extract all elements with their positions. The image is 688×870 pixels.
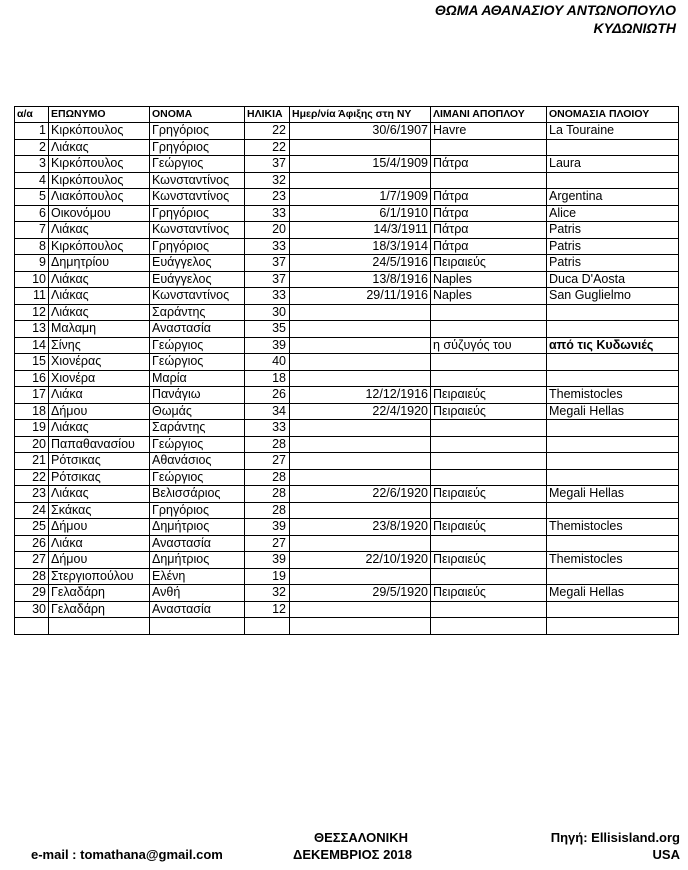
cell-arrival-date — [290, 370, 431, 387]
cell-arrival-date: 6/1/1910 — [290, 205, 431, 222]
cell-ship: La Touraine — [547, 123, 679, 140]
cell-index: 24 — [15, 502, 49, 519]
cell-name: Πανάγιω — [150, 387, 245, 404]
cell-name: Γεώργιος — [150, 436, 245, 453]
cell-age: 37 — [245, 156, 290, 173]
cell-surname: Χιονέρα — [49, 370, 150, 387]
cell-name: Σαράντης — [150, 420, 245, 437]
cell-port — [431, 420, 547, 437]
cell-name: Γρηγόριος — [150, 502, 245, 519]
cell-name: Γρηγόριος — [150, 205, 245, 222]
cell-name: Γρηγόριος — [150, 238, 245, 255]
cell-ship: Themistocles — [547, 387, 679, 404]
cell-ship: Argentina — [547, 189, 679, 206]
cell-name: Βελισσάριος — [150, 486, 245, 503]
cell-arrival-date — [290, 436, 431, 453]
cell-arrival-date: 1/7/1909 — [290, 189, 431, 206]
cell-surname: Κιρκόπουλος — [49, 156, 150, 173]
cell-port — [431, 568, 547, 585]
cell-arrival-date — [290, 502, 431, 519]
table-row — [15, 585, 679, 602]
cell-index: 8 — [15, 238, 49, 255]
cell-age: 27 — [245, 535, 290, 552]
cell-surname: Γελαδάρη — [49, 585, 150, 602]
cell-ship — [547, 321, 679, 338]
cell-arrival-date: 22/10/1920 — [290, 552, 431, 569]
document-title: ΘΩΜΑ ΑΘΑΝΑΣΙΟΥ ΑΝΤΩΝΟΠΟΥΛΟ — [434, 2, 676, 18]
cell-name: Γρηγόριος — [150, 139, 245, 156]
cell-age: 28 — [245, 469, 290, 486]
cell-ship: Patris — [547, 255, 679, 272]
cell-index: 7 — [15, 222, 49, 239]
footer-country: USA — [652, 847, 680, 862]
cell-surname: Λιάκας — [49, 271, 150, 288]
cell-port: Πειραιεύς — [431, 403, 547, 420]
cell-arrival-date: 18/3/1914 — [290, 238, 431, 255]
cell-surname: Γελαδάρη — [49, 601, 150, 618]
empty-cell — [431, 618, 547, 635]
table-row — [15, 304, 679, 321]
cell-port: Naples — [431, 288, 547, 305]
table-row — [15, 552, 679, 569]
immigrant-register-table — [14, 106, 679, 635]
cell-port: Πάτρα — [431, 205, 547, 222]
col-header-surname: ΕΠΩΝΥΜΟ — [49, 107, 150, 123]
cell-arrival-date: 23/8/1920 — [290, 519, 431, 536]
cell-ship: Patris — [547, 222, 679, 239]
table-row — [15, 321, 679, 338]
table-row — [15, 420, 679, 437]
cell-port: Havre — [431, 123, 547, 140]
cell-surname: Κιρκόπουλος — [49, 123, 150, 140]
cell-age: 23 — [245, 189, 290, 206]
cell-port — [431, 601, 547, 618]
cell-ship: από τις Κυδωνιές — [547, 337, 679, 354]
cell-ship: Duca D'Aosta — [547, 271, 679, 288]
footer-source: Πηγή: Ellisisland.org — [550, 830, 680, 845]
table-row — [15, 387, 679, 404]
cell-index: 22 — [15, 469, 49, 486]
empty-cell — [150, 618, 245, 635]
table-row — [15, 403, 679, 420]
cell-index: 9 — [15, 255, 49, 272]
cell-port — [431, 453, 547, 470]
cell-index: 1 — [15, 123, 49, 140]
cell-port — [431, 535, 547, 552]
cell-index: 18 — [15, 403, 49, 420]
cell-ship: San Guglielmo — [547, 288, 679, 305]
cell-port: Πειραιεύς — [431, 519, 547, 536]
cell-arrival-date: 29/11/1916 — [290, 288, 431, 305]
col-header-ship: ΟΝΟΜΑΣΙΑ ΠΛΟΙΟΥ — [547, 107, 679, 123]
cell-surname: Οικονόμου — [49, 205, 150, 222]
cell-port — [431, 436, 547, 453]
col-header-name: ΟΝΟΜΑ — [150, 107, 245, 123]
cell-name: Αναστασία — [150, 601, 245, 618]
cell-index: 17 — [15, 387, 49, 404]
table-row — [15, 255, 679, 272]
cell-age: 35 — [245, 321, 290, 338]
cell-index: 23 — [15, 486, 49, 503]
cell-arrival-date — [290, 469, 431, 486]
cell-arrival-date — [290, 139, 431, 156]
cell-ship: Themistocles — [547, 552, 679, 569]
cell-index: 13 — [15, 321, 49, 338]
table-row — [15, 205, 679, 222]
cell-name: Αθανάσιος — [150, 453, 245, 470]
cell-surname: Λιακόπουλος — [49, 189, 150, 206]
cell-ship — [547, 535, 679, 552]
cell-arrival-date: 24/5/1916 — [290, 255, 431, 272]
cell-index: 21 — [15, 453, 49, 470]
cell-age: 33 — [245, 288, 290, 305]
cell-surname: Λιάκας — [49, 222, 150, 239]
cell-ship: Themistocles — [547, 519, 679, 536]
cell-index: 6 — [15, 205, 49, 222]
cell-age: 40 — [245, 354, 290, 371]
cell-surname: Λιάκα — [49, 535, 150, 552]
cell-port — [431, 354, 547, 371]
cell-age: 26 — [245, 387, 290, 404]
table-header-row — [15, 107, 679, 123]
cell-arrival-date: 30/6/1907 — [290, 123, 431, 140]
cell-name: Ευάγγελος — [150, 271, 245, 288]
cell-port: Πειραιεύς — [431, 486, 547, 503]
table-row — [15, 156, 679, 173]
cell-arrival-date — [290, 321, 431, 338]
cell-port — [431, 172, 547, 189]
cell-arrival-date — [290, 337, 431, 354]
cell-index: 19 — [15, 420, 49, 437]
cell-surname: Κιρκόπουλος — [49, 172, 150, 189]
cell-index: 20 — [15, 436, 49, 453]
cell-surname: Ρότσικας — [49, 469, 150, 486]
cell-surname: Λιάκας — [49, 486, 150, 503]
cell-age: 18 — [245, 370, 290, 387]
cell-port — [431, 502, 547, 519]
cell-arrival-date: 12/12/1916 — [290, 387, 431, 404]
cell-name: Μαρία — [150, 370, 245, 387]
cell-surname: Λιάκας — [49, 420, 150, 437]
cell-name: Κωνσταντίνος — [150, 288, 245, 305]
document-subtitle: ΚΥΔΩΝΙΩΤΗ — [593, 20, 676, 36]
cell-age: 37 — [245, 271, 290, 288]
cell-ship — [547, 304, 679, 321]
cell-age: 12 — [245, 601, 290, 618]
cell-arrival-date — [290, 568, 431, 585]
cell-age: 27 — [245, 453, 290, 470]
cell-index: 26 — [15, 535, 49, 552]
cell-ship — [547, 601, 679, 618]
cell-ship: Megali Hellas — [547, 486, 679, 503]
cell-arrival-date: 13/8/1916 — [290, 271, 431, 288]
cell-surname: Χιονέρας — [49, 354, 150, 371]
cell-surname: Ρότσικας — [49, 453, 150, 470]
cell-name: Γρηγόριος — [150, 123, 245, 140]
cell-name: Κωνσταντίνος — [150, 189, 245, 206]
table-row — [15, 436, 679, 453]
cell-arrival-date: 22/4/1920 — [290, 403, 431, 420]
cell-age: 33 — [245, 238, 290, 255]
table-row — [15, 354, 679, 371]
cell-age: 34 — [245, 403, 290, 420]
cell-arrival-date — [290, 535, 431, 552]
cell-arrival-date: 22/6/1920 — [290, 486, 431, 503]
table-row — [15, 370, 679, 387]
col-header-port: ΛΙΜΑΝΙ ΑΠΟΠΛΟΥ — [431, 107, 547, 123]
cell-surname: Λιάκας — [49, 288, 150, 305]
cell-ship — [547, 420, 679, 437]
empty-cell — [547, 618, 679, 635]
cell-arrival-date — [290, 304, 431, 321]
table-row — [15, 172, 679, 189]
cell-name: Θωμάς — [150, 403, 245, 420]
footer-date: ΔΕΚΕΜΒΡΙΟΣ 2018 — [293, 847, 413, 862]
cell-surname: Σίνης — [49, 337, 150, 354]
cell-ship — [547, 453, 679, 470]
table-row — [15, 123, 679, 140]
table-row — [15, 139, 679, 156]
cell-ship: Patris — [547, 238, 679, 255]
cell-name: Αναστασία — [150, 321, 245, 338]
cell-ship — [547, 469, 679, 486]
cell-surname: Παπαθανασίου — [49, 436, 150, 453]
cell-port — [431, 469, 547, 486]
empty-cell — [15, 618, 49, 635]
cell-index: 10 — [15, 271, 49, 288]
cell-port — [431, 139, 547, 156]
empty-cell — [290, 618, 431, 635]
cell-name: Κωνσταντίνος — [150, 172, 245, 189]
cell-port — [431, 321, 547, 338]
cell-surname: Λιάκα — [49, 387, 150, 404]
table-row — [15, 486, 679, 503]
cell-arrival-date — [290, 420, 431, 437]
cell-age: 39 — [245, 552, 290, 569]
table-row — [15, 519, 679, 536]
cell-index: 29 — [15, 585, 49, 602]
cell-arrival-date: 14/3/1911 — [290, 222, 431, 239]
cell-surname: Λιάκας — [49, 139, 150, 156]
cell-age: 39 — [245, 519, 290, 536]
cell-ship — [547, 502, 679, 519]
cell-name: Γεώργιος — [150, 469, 245, 486]
table-row — [15, 568, 679, 585]
cell-name: Σαράντης — [150, 304, 245, 321]
cell-ship — [547, 436, 679, 453]
cell-surname: Μαλαμη — [49, 321, 150, 338]
cell-age: 28 — [245, 502, 290, 519]
table-row — [15, 288, 679, 305]
cell-index: 27 — [15, 552, 49, 569]
cell-index: 5 — [15, 189, 49, 206]
cell-arrival-date — [290, 453, 431, 470]
cell-index: 4 — [15, 172, 49, 189]
cell-index: 14 — [15, 337, 49, 354]
cell-name: Γεώργιος — [150, 354, 245, 371]
cell-name: Γεώργιος — [150, 156, 245, 173]
cell-age: 39 — [245, 337, 290, 354]
table-row-empty — [15, 618, 679, 635]
table-row — [15, 601, 679, 618]
cell-arrival-date: 29/5/1920 — [290, 585, 431, 602]
empty-cell — [245, 618, 290, 635]
cell-age: 32 — [245, 585, 290, 602]
cell-index: 16 — [15, 370, 49, 387]
table-row — [15, 271, 679, 288]
cell-age: 22 — [245, 123, 290, 140]
cell-index: 15 — [15, 354, 49, 371]
col-header-arrival-date: Ημερ/νία Άφιξης στη ΝΥ — [290, 107, 431, 123]
cell-surname: Δημητρίου — [49, 255, 150, 272]
cell-ship: Alice — [547, 205, 679, 222]
table-row — [15, 502, 679, 519]
cell-name: Κωνσταντίνος — [150, 222, 245, 239]
cell-age: 20 — [245, 222, 290, 239]
cell-index: 11 — [15, 288, 49, 305]
cell-age: 33 — [245, 420, 290, 437]
cell-port: Πάτρα — [431, 222, 547, 239]
cell-arrival-date — [290, 172, 431, 189]
cell-ship — [547, 354, 679, 371]
footer-email: e-mail : tomathana@gmail.com — [31, 847, 223, 862]
table-row — [15, 238, 679, 255]
cell-age: 33 — [245, 205, 290, 222]
cell-name: Ευάγγελος — [150, 255, 245, 272]
table-row — [15, 469, 679, 486]
cell-surname: Δήμου — [49, 519, 150, 536]
cell-arrival-date — [290, 601, 431, 618]
cell-index: 28 — [15, 568, 49, 585]
cell-name: Γεώργιος — [150, 337, 245, 354]
cell-age: 37 — [245, 255, 290, 272]
cell-port: Naples — [431, 271, 547, 288]
cell-index: 25 — [15, 519, 49, 536]
cell-age: 28 — [245, 486, 290, 503]
cell-ship: Megali Hellas — [547, 585, 679, 602]
cell-port: Πειραιεύς — [431, 255, 547, 272]
cell-name: Ελένη — [150, 568, 245, 585]
cell-port: Πάτρα — [431, 156, 547, 173]
col-header-index: α/α — [15, 107, 49, 123]
cell-age: 19 — [245, 568, 290, 585]
cell-index: 2 — [15, 139, 49, 156]
table-body — [15, 123, 679, 635]
cell-index: 12 — [15, 304, 49, 321]
table-row — [15, 189, 679, 206]
cell-port — [431, 370, 547, 387]
cell-ship — [547, 172, 679, 189]
cell-name: Αναστασία — [150, 535, 245, 552]
col-header-age: ΗΛΙΚΙΑ — [245, 107, 290, 123]
cell-age: 22 — [245, 139, 290, 156]
cell-age: 30 — [245, 304, 290, 321]
cell-arrival-date — [290, 354, 431, 371]
cell-surname: Λιάκας — [49, 304, 150, 321]
cell-ship — [547, 568, 679, 585]
cell-name: Δημήτριος — [150, 519, 245, 536]
cell-name: Δημήτριος — [150, 552, 245, 569]
cell-ship: Laura — [547, 156, 679, 173]
cell-index: 30 — [15, 601, 49, 618]
table-row — [15, 453, 679, 470]
cell-port: Πειραιεύς — [431, 387, 547, 404]
cell-surname: Στεργιοπούλου — [49, 568, 150, 585]
cell-port: Πάτρα — [431, 189, 547, 206]
cell-age: 32 — [245, 172, 290, 189]
footer-city: ΘΕΣΣΑΛΟΝΙΚΗ — [314, 830, 408, 845]
table-row — [15, 535, 679, 552]
cell-port — [431, 304, 547, 321]
empty-cell — [49, 618, 150, 635]
table-row — [15, 337, 679, 354]
cell-port: Πάτρα — [431, 238, 547, 255]
table-row — [15, 222, 679, 239]
cell-ship — [547, 139, 679, 156]
cell-port: η σύζυγός του — [431, 337, 547, 354]
cell-age: 28 — [245, 436, 290, 453]
cell-surname: Δήμου — [49, 403, 150, 420]
cell-name: Ανθή — [150, 585, 245, 602]
cell-index: 3 — [15, 156, 49, 173]
cell-ship — [547, 370, 679, 387]
cell-surname: Σκάκας — [49, 502, 150, 519]
cell-surname: Κιρκόπουλος — [49, 238, 150, 255]
cell-port: Πειραιεύς — [431, 585, 547, 602]
cell-arrival-date: 15/4/1909 — [290, 156, 431, 173]
cell-surname: Δήμου — [49, 552, 150, 569]
cell-ship: Megali Hellas — [547, 403, 679, 420]
cell-port: Πειραιεύς — [431, 552, 547, 569]
